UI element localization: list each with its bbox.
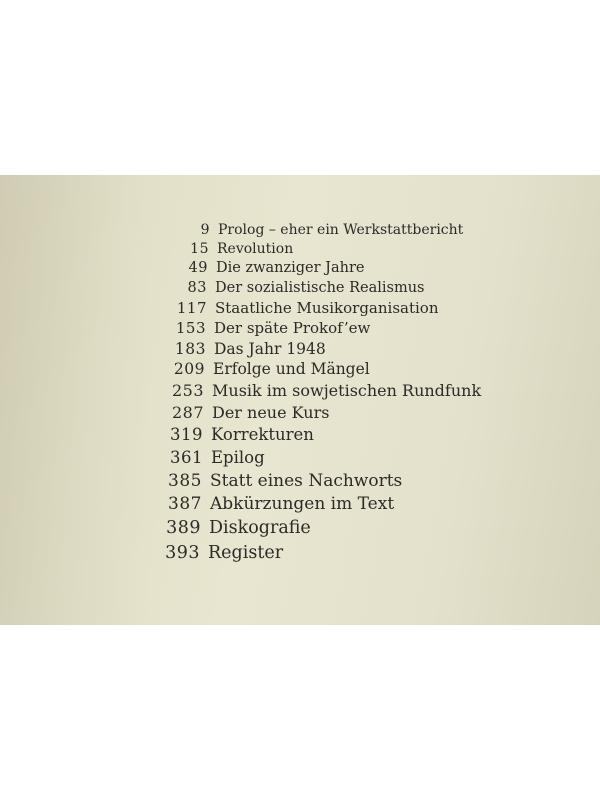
toc-page-number: 183 [174,340,206,358]
toc-page-number: 117 [176,299,207,317]
toc-page-number: 387 [168,494,202,514]
toc-title: Epilog [211,448,265,467]
toc-title: Der neue Kurs [212,403,330,422]
toc-page-number: 393 [165,543,200,563]
toc-title: Staatliche Musikorganisation [215,299,439,317]
toc-page-number: 15 [190,241,209,257]
toc-title: Der späte Prokof’ew [214,319,371,337]
toc-page-number: 389 [166,518,201,538]
toc-title: Erfolge und Mängel [213,360,370,378]
toc-title: Die zwanziger Jahre [216,260,365,276]
toc-page-number: 253 [171,381,204,400]
toc-page-number: 319 [170,425,203,444]
toc-page-number: 153 [175,319,206,337]
table-of-contents [0,175,600,625]
toc-title: Prolog – eher ein Werkstattbericht [218,222,464,238]
toc-page-number: 209 [173,360,205,378]
toc-page-number: 361 [170,448,203,467]
toc-page-number: 9 [200,222,210,238]
toc-page-number: 287 [171,403,204,422]
toc-title: Statt eines Nachworts [210,471,403,491]
toc-page-number: 49 [188,260,208,276]
toc-page-number: 385 [168,471,202,491]
toc-title: Musik im sowjetischen Rundfunk [212,381,482,400]
toc-title: Der sozialistische Realismus [215,280,425,296]
toc-title: Revolution [217,241,294,257]
toc-title: Diskografie [209,518,311,538]
toc-title: Abkürzungen im Text [210,494,395,514]
toc-title: Das Jahr 1948 [214,340,326,358]
book-page [0,175,600,625]
toc-title: Korrekturen [211,425,314,444]
toc-title: Register [208,543,284,563]
toc-page-number: 83 [187,280,207,296]
